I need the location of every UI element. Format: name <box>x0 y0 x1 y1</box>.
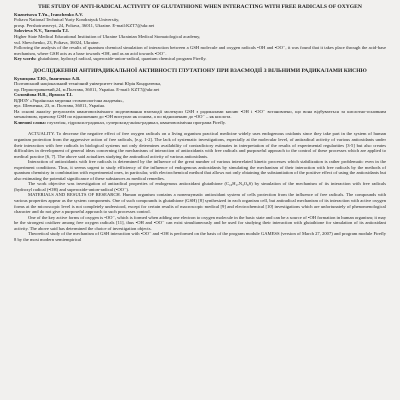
body-paragraph-6: Theoretical study of the mechanism of GSH interaction with •OO⁻ and •OH is performed on the basis of the program module GAMESS (version of March 27, 2007) and program module Firefly 8 by the most modern semiempirical <box>14 231 386 242</box>
address-english-1: prosp. Pershotravnevyi, 24, Poltava, 36011, Ukraine. E-mail:KZT7@ukr.net <box>14 22 155 28</box>
body-text-actuality: To decrease the negative effect of free oxygen radicals on a living organism practical medicine widely uses endogenous oxidants since they take part in the system of human organism protection from the aggressive action of free radicals, [e.g. 1-2]. The lack of systematic investigations, especially at the molecular level, of antiradical activity of various antioxidants under their interaction with free radicals in biological systems not only determines availability of contradictory estimates in interpretation of the results of experimental regularities [3-5] but also creates difficulties in development of general ideas concerning the mechanisms of interaction of antioxidants with free radicals and purposeful approach to the control of these processes which are applied to medical practice [6, 7]. The above said actualizes studying the antiradical activity of various antioxidants. <box>14 131 386 159</box>
title-english: THE STUDY OF ANTI-RADICAL ACTIVITY OF GLUTATHIONE WHEN INTERACTING WITH FREE RADICALS OF OXYGEN <box>38 4 362 10</box>
affiliation-ukrainian-1: Полтавський національний технічний університет імені Юрія Кондратюка, <box>14 81 162 87</box>
abstract-ukrainian: На основі аналізу результатів квантовохімічного моделювання взаємодії молекули GSH з радикалами кисню •ОН і •ОО⁻ встановлено, що вона відбувається за кислотно-основним механізмом, причому GSH по відношенню до •ОН виступає як основа, а по відношенню до •ОО⁻ – як кислота. <box>14 108 386 120</box>
keywords-ukrainian-label: Ключові слова: <box>14 119 47 125</box>
authors-ukrainian-2: Соловйова Н.В., Ярмола Т.І. <box>14 92 73 98</box>
body-paragraph-5: One of the key active forms of oxygen is •OO⁻, which is formed when adding one electron to oxygen molecule in the basic state and can be a source of •OH formation in human organism; it may be the strongest oxidizer among free oxygen radicals [11], thus •OH and •OO⁻ can exist simultaneously and be used for studying their interaction with glutathione for simulation of its antioxidant activity. The above said has determined the choice of investigation objects. <box>14 214 386 231</box>
address-english-2: vul. Shevchenko, 23, Poltava, 36024, Ukraine. <box>14 39 100 45</box>
body-paragraph-3: The work objective was investigation of antiradical properties of endogenous antioxidant glutathione (C₁₀H₁₇N₃O₆S) by simulation of the mechanism of its interaction with free radicals (hydroxyl radical (•OH) and superoxide-anion-radical (•OO⁻). <box>14 181 386 192</box>
authors-english-2: Solovieva N.V., Yarmola T.I. <box>14 28 69 34</box>
body-paragraph-2: Interaction of antioxidants with free radicals is determined by the influence of the great number of various interrelated kinetic processes which stabilization is rather problematic even in the experiment conditions. Thus, it seems urgent to study efficiency of the influence of endogenous antioxidants by simulating the mechanism of their interaction with free radicals by the methods of quantum chemistry in combination with experimental ones, in particular, with electrochemical method that allows not only obtaining the substantiation of the positive effect of using the antioxidants but also estimating the potential significance of these substances as medical remedies. <box>14 159 386 181</box>
keywords-english-text: glutathione, hydroxyl radical, superoxide-anion-radical, quantum chemical program Firefly. <box>37 56 207 62</box>
address-ukrainian-2: вул. Шевченка, 23, м. Полтава, 36011, Україна. <box>14 103 106 109</box>
keywords-ukrainian-text: глутатіон, гідроксил-радикал, супероксид-аніон-радикал, квантовохімічна програма Firefly. <box>47 119 226 125</box>
affiliation-english-2: Higher State Medical Educational Institution of Ukraine Ukrainian Medical Stomatological academy, <box>14 33 201 39</box>
authors-ukrainian-1: Кузнєцова Т.Ю., Іванченко А.В. <box>14 75 81 81</box>
body-paragraph-actuality <box>14 131 386 159</box>
address-ukrainian-1: пр. Першотравневий,24, м.Полтава, 36011, Україна. E-mail: KZT7@ukr.net <box>14 86 160 92</box>
section-label-materials: MATERIALS AND RESULTS OF RESEARCH. <box>28 192 121 198</box>
body-paragraph-materials <box>14 192 386 214</box>
section-label-actuality: ACTUALITY. <box>28 131 55 137</box>
body-text-materials: Human organism contains a nonenzymatic antioxidant system of cells protection from the influence of free radicals. The compounds with various properties appear as the system components. One of such compounds is glutathione (GSH) [8] synthesized in each organism cell, but antiradical mechanism of its interaction with active oxygen forms at the microscopic level is not completely understood, except for certain results of macroscopic medical [9] and electrochemical [10] investigations which are unfortunately of phenomenological character and do not give a purposeful approach to such processes control. <box>14 192 386 215</box>
title-ukrainian: ДОСЛІДЖЕННЯ АНТИРАДИКАЛЬНОЇ АКТИВНОСТІ ГЛУТАТІОНУ ПРИ ВЗАЄМОДІЇ З ВІЛЬНИМИ РАДИКАЛАМИ КИСНЮ <box>33 67 367 74</box>
affiliation-english-1: Poltava National Technical Yuriy Kondratyuk University, <box>14 17 120 23</box>
abstract-english: Following the analysis of the results of quantum chemical simulation of interaction between a GSH molecule and oxygen radicals •OH and •OO⁻, it was found that it takes place through the acid-base mechanism, where GSH acts as a base towards •OH, and as an acid towards •OO⁻. <box>14 45 386 56</box>
keywords-english-label: Key words: <box>14 56 37 62</box>
affiliation-ukrainian-2: ВДНЗУ «Українська медична стоматологічна академія», <box>14 97 124 103</box>
authors-english-1: Kuznetsova T.Yu., Ivanchenko A.V. <box>14 11 84 17</box>
